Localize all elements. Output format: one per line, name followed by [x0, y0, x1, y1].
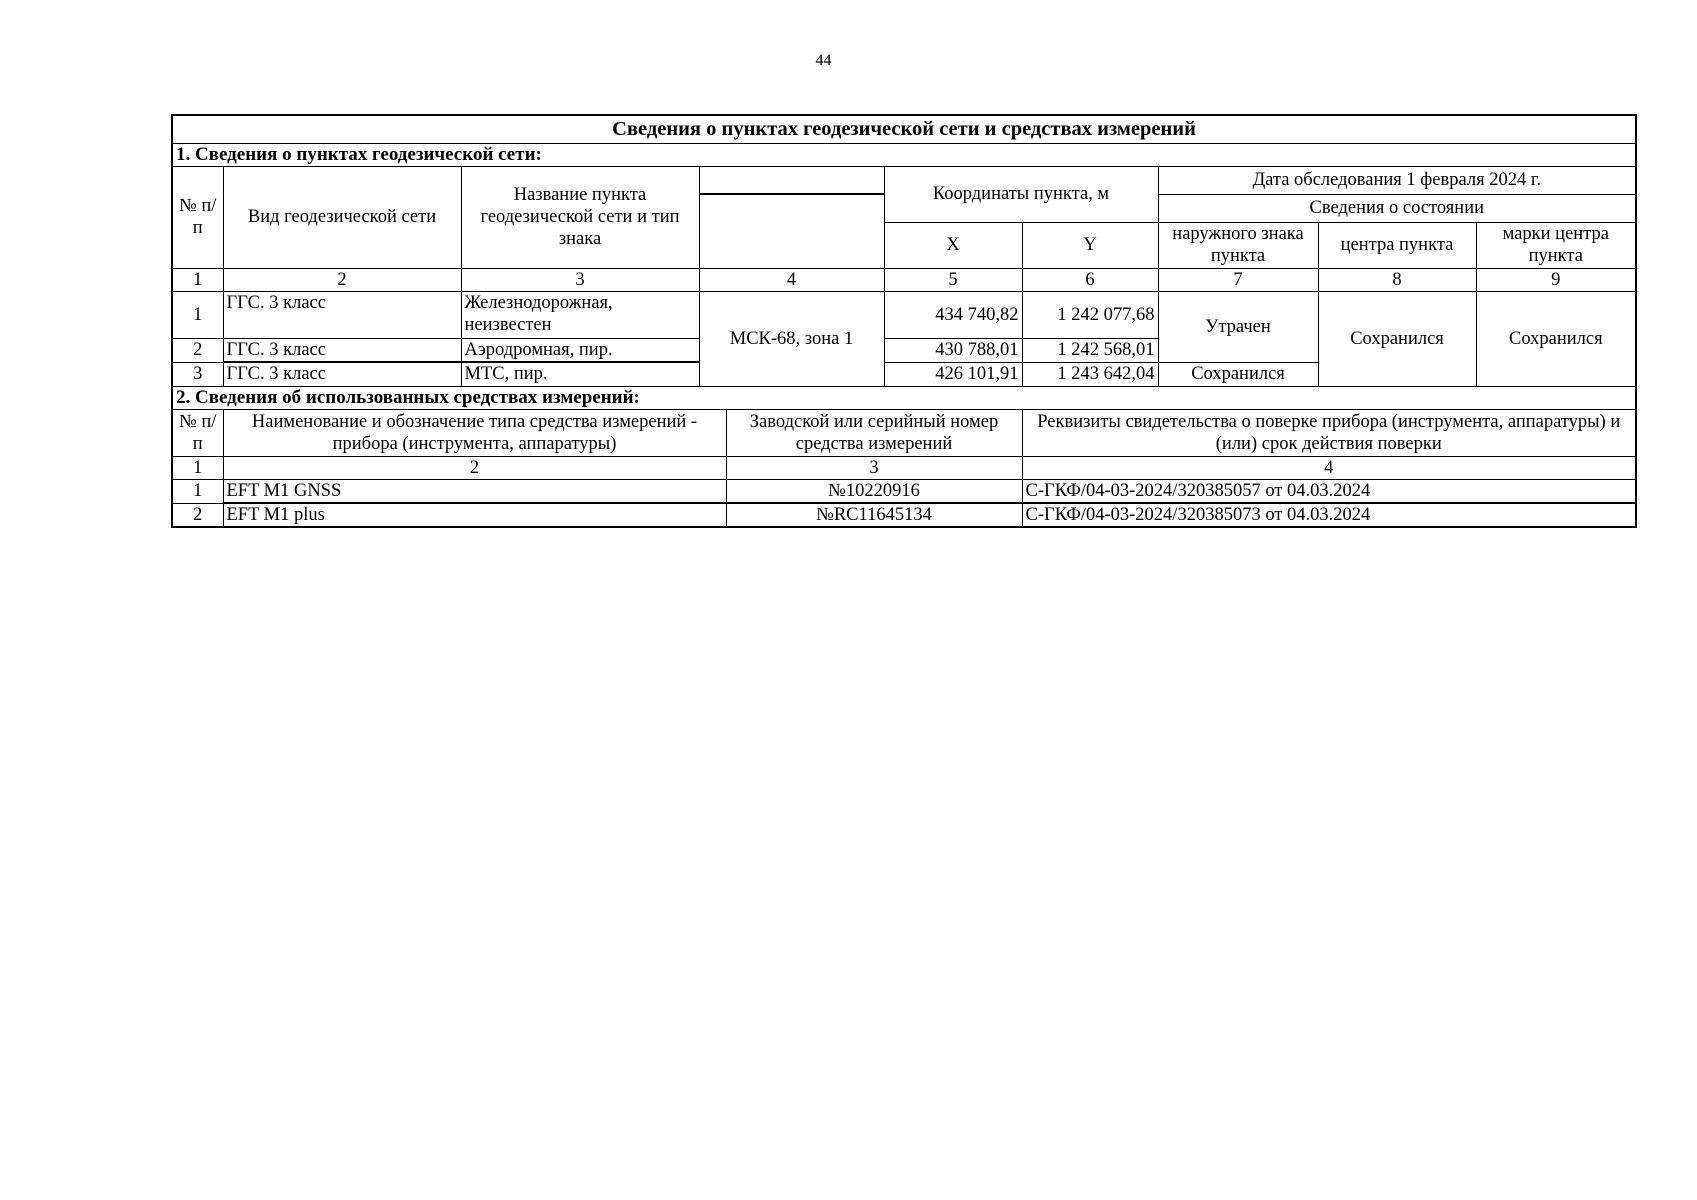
section2-heading: 2. Сведения об использованных средствах измерений:	[172, 386, 1636, 409]
col-number: 6	[1022, 268, 1158, 291]
instrument-name: EFT M1 plus	[223, 503, 726, 527]
table-row	[172, 291, 1636, 338]
point-name: Железнодорожная, неизвестен	[461, 291, 699, 338]
header-num: № п/п	[172, 166, 223, 268]
instrument-serial: №10220916	[726, 479, 1022, 503]
outer-sign-status: Утрачен	[1158, 291, 1318, 362]
header-center: центра пункта	[1318, 222, 1476, 268]
table-row	[172, 479, 1636, 503]
col-number: 5	[884, 268, 1022, 291]
s2-header-name: Наименование и обозначение типа средства измерений - прибора (инструмента, аппаратуры)	[223, 409, 726, 456]
col-number: 9	[1476, 268, 1636, 291]
s2-header-cert: Реквизиты свидетельства о поверке прибора (инструмента, аппаратуры) и (или) срок действия поверки	[1022, 409, 1636, 456]
coord-y: 1 242 568,01	[1022, 338, 1158, 362]
row-num: 3	[172, 362, 223, 386]
outer-sign-status: Сохранился	[1158, 362, 1318, 386]
col-number: 3	[461, 268, 699, 291]
page-number: 44	[815, 52, 832, 69]
coord-x: 434 740,82	[884, 291, 1022, 338]
mark-status: Сохранился	[1476, 291, 1636, 386]
header-blank-4a	[699, 166, 884, 194]
header-network-type: Вид геодезической сети	[223, 166, 461, 268]
coordinate-system: МСК-68, зона 1	[699, 291, 884, 386]
row-num: 1	[172, 291, 223, 338]
coord-x: 430 788,01	[884, 338, 1022, 362]
point-name: МТС, пир.	[461, 362, 699, 386]
coord-y: 1 242 077,68	[1022, 291, 1158, 338]
header-coords: Координаты пункта, м	[884, 166, 1158, 222]
center-status: Сохранился	[1318, 291, 1476, 386]
coord-y: 1 243 642,04	[1022, 362, 1158, 386]
row-num: 2	[172, 503, 223, 527]
header-outer-sign: наружного знака пункта	[1158, 222, 1318, 268]
header-survey-date: Дата обследования 1 февраля 2024 г.	[1158, 166, 1636, 194]
col-number: 2	[223, 268, 461, 291]
row-num: 2	[172, 338, 223, 362]
geodetic-table	[171, 114, 1637, 528]
s2-header-serial: Заводской или серийный номер средства измерений	[726, 409, 1022, 456]
section1-heading: 1. Сведения о пунктах геодезической сети:	[172, 143, 1636, 166]
col-number: 4	[699, 268, 884, 291]
point-name: Аэродромная, пир.	[461, 338, 699, 362]
document-title: Сведения о пунктах геодезической сети и средствах измерений	[172, 115, 1636, 143]
table-row	[172, 503, 1636, 527]
col-number: 2	[223, 456, 726, 479]
network-type: ГГС. 3 класс	[223, 291, 461, 338]
s2-header-num: № п/п	[172, 409, 223, 456]
network-type: ГГС. 3 класс	[223, 362, 461, 386]
header-y: Y	[1022, 222, 1158, 268]
col-number: 3	[726, 456, 1022, 479]
col-number: 1	[172, 268, 223, 291]
instrument-cert: С-ГКФ/04-03-2024/320385057 от 04.03.2024	[1022, 479, 1636, 503]
network-type: ГГС. 3 класс	[223, 338, 461, 362]
header-condition: Сведения о состоянии	[1158, 194, 1636, 222]
instrument-name: EFT M1 GNSS	[223, 479, 726, 503]
instrument-cert: С-ГКФ/04-03-2024/320385073 от 04.03.2024	[1022, 503, 1636, 527]
header-blank-4b	[699, 194, 884, 268]
row-num: 1	[172, 479, 223, 503]
coord-x: 426 101,91	[884, 362, 1022, 386]
header-x: X	[884, 222, 1022, 268]
col-number: 8	[1318, 268, 1476, 291]
header-point-name: Название пункта геодезической сети и тип знака	[461, 166, 699, 268]
instrument-serial: №RC11645134	[726, 503, 1022, 527]
col-number: 7	[1158, 268, 1318, 291]
col-number: 1	[172, 456, 223, 479]
header-center-mark: марки центра пункта	[1476, 222, 1636, 268]
col-number: 4	[1022, 456, 1636, 479]
